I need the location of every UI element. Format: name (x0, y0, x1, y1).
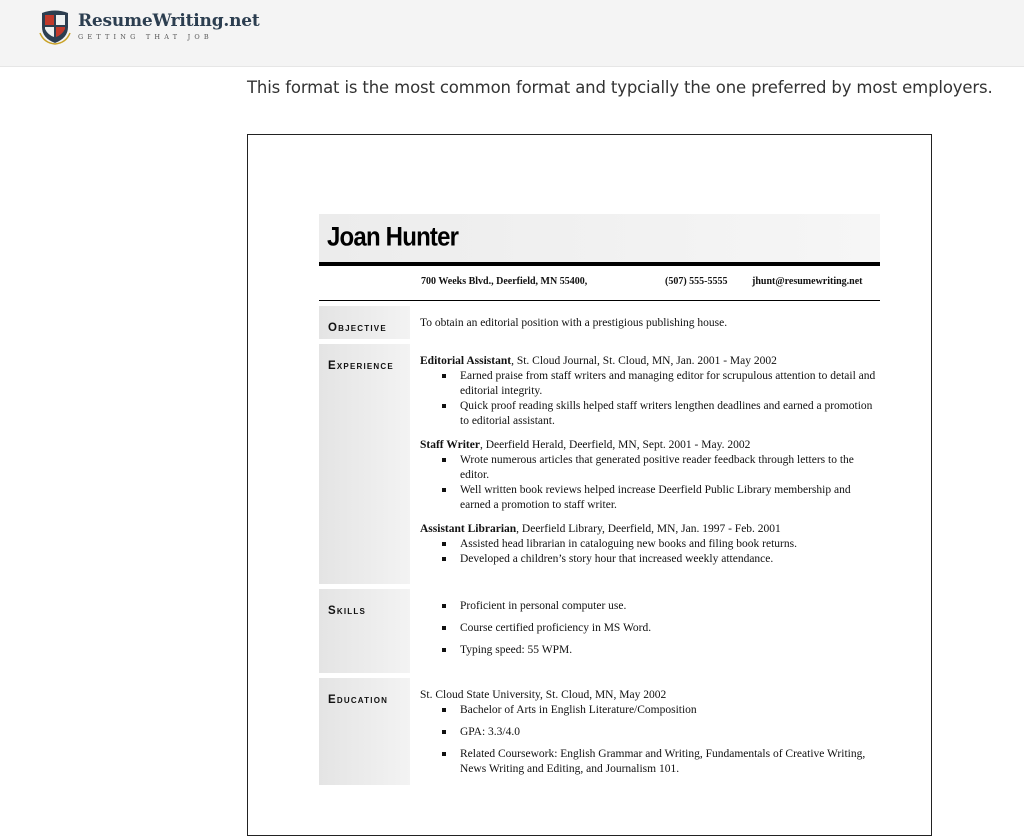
job-bullets (420, 369, 880, 429)
job-heading (420, 354, 880, 369)
resume-document (319, 214, 880, 785)
job-entry (420, 522, 880, 567)
education-label: Education (328, 694, 389, 706)
job-details: , Deerfield Herald, Deerfield, MN, Sept. 2001 - May. 2002 (479, 439, 751, 451)
list-item: Quick proof reading skills helped staff writers lengthen deadlines and earned a promotion to editorial assistant. (460, 399, 880, 429)
experience-label-cell (319, 344, 410, 584)
brand-tagline: GETTING THAT JOB (78, 32, 213, 41)
shield-icon (38, 7, 72, 45)
resume-name-block (319, 214, 880, 262)
job-title: Editorial Assistant (420, 355, 512, 367)
list-item: Course certified proficiency in MS Word. (460, 621, 880, 636)
job-entry (420, 438, 880, 513)
job-title: Staff Writer (420, 439, 480, 451)
job-heading (420, 438, 880, 453)
list-item: Wrote numerous articles that generated positive reader feedback through letters to the editor. (460, 453, 880, 483)
job-details: , St. Cloud Journal, St. Cloud, MN, Jan. 2001 - May 2002 (511, 355, 777, 367)
contact-line (319, 266, 880, 301)
objective-section (319, 306, 880, 339)
skills-section (319, 589, 880, 673)
job-heading (420, 522, 880, 537)
skills-list (420, 599, 880, 658)
resume-sample-image (247, 134, 932, 836)
job-details: , Deerfield Library, Deerfield, MN, Jan. 1997 - Feb. 2001 (516, 523, 781, 535)
skills-content (410, 589, 880, 673)
site-header (0, 0, 1024, 67)
resume-name: Joan Hunter (327, 222, 459, 253)
job-title: Assistant Librarian (420, 523, 517, 535)
list-item: Developed a children’s story hour that increased weekly attendance. (460, 552, 880, 567)
list-item: Related Coursework: English Grammar and Writing, Fundamentals of Creative Writing, News Writing and Editing, and Journalism 101. (460, 747, 880, 777)
objective-text: To obtain an editorial position with a prestigious publishing house. (420, 317, 728, 329)
education-label-cell (319, 678, 410, 785)
contact-phone: (507) 555-5555 (665, 276, 728, 287)
list-item: Proficient in personal computer use. (460, 599, 880, 614)
job-bullets (420, 537, 880, 567)
experience-section (319, 344, 880, 584)
education-section (319, 678, 880, 785)
intro-paragraph: This format is the most common format and typcially the one preferred by most employers. (247, 78, 993, 97)
list-item: Earned praise from staff writers and managing editor for scrupulous attention to detail and editorial integrity. (460, 369, 880, 399)
list-item: GPA: 3.3/4.0 (460, 725, 880, 740)
contact-address: 700 Weeks Blvd., Deerfield, MN 55400, (421, 276, 588, 287)
experience-label: Experience (328, 360, 394, 372)
objective-label-cell (319, 306, 410, 339)
objective-label: Objective (328, 322, 387, 334)
skills-label-cell (319, 589, 410, 673)
education-school: St. Cloud State University, St. Cloud, MN, May 2002 (420, 689, 667, 701)
list-item: Typing speed: 55 WPM. (460, 643, 880, 658)
job-entry (420, 354, 880, 429)
list-item: Assisted head librarian in cataloguing new books and filing book returns. (460, 537, 880, 552)
contact-email: jhunt@resumewriting.net (752, 276, 863, 287)
education-content (410, 678, 880, 785)
list-item: Well written book reviews helped increase Deerfield Public Library membership and earned a promotion to staff writer. (460, 483, 880, 513)
experience-content (410, 344, 880, 584)
job-bullets (420, 453, 880, 513)
list-item: Bachelor of Arts in English Literature/Composition (460, 703, 880, 718)
objective-content (410, 306, 880, 339)
brand-name: ResumeWriting.net (78, 10, 260, 31)
skills-label: Skills (328, 605, 366, 617)
site-logo-link[interactable] (38, 6, 260, 46)
education-list (420, 703, 880, 777)
